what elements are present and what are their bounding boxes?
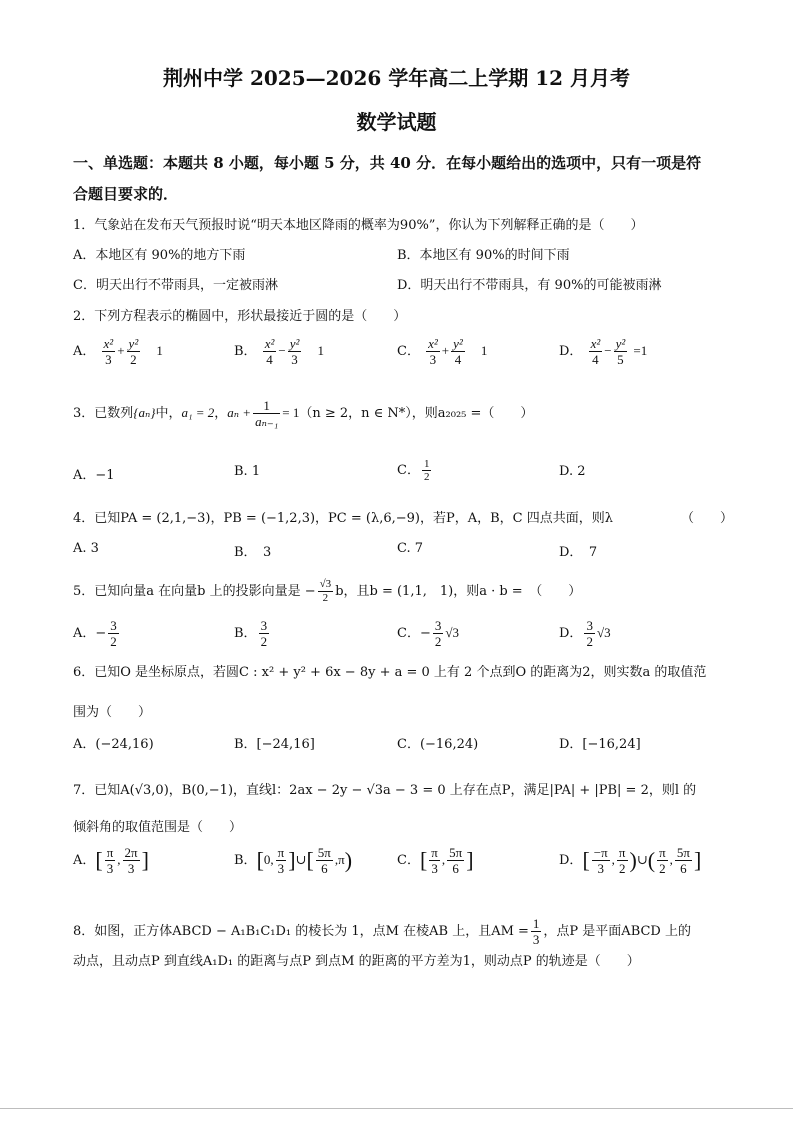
exam-subtitle: 数学试题 xyxy=(356,110,437,134)
q6-stem-line1: 6．已知O 是坐标原点，若圆C : x² + y² + 6x − 8y + a = 0 上有 2 个点到O 的距离为2，则实数a 的取值范 xyxy=(73,665,707,680)
q3-stem: 3．已数列{aₙ}中，a₁ = 2，aₙ + $\frac{1}{\text{aₙ₋₁}}$ = 1（n ≥ 2，n ∈ N*），则a₂₀₂₅ =（ ） xyxy=(73,398,534,429)
q7-stem-line1: 7．已知A(√3,0)，B(0,−1)，直线l：2ax − 2y − √3a − 3 = 0 上存在点P，满足|PA| + |PB| = 2，则l 的 xyxy=(73,783,697,798)
q2-option-c: C． $\frac{\text{x²}}{3}$ + $\frac{\text{y²}}{4}$ 1 xyxy=(397,336,488,367)
q4-option-c: C. 7 xyxy=(397,541,424,556)
q6-option-c: C．(−16,24) xyxy=(397,737,479,752)
section-header-line2: 合题目要求的． xyxy=(73,185,179,203)
q7-option-a: A．[ $\frac{\pi}{3}$ , $\frac{2\pi}{3}$ ] xyxy=(73,845,149,876)
q1-option-b: B．本地区有 90%的时间下雨 xyxy=(397,248,570,263)
q2-option-d: D． $\frac{\text{x²}}{4}$ − $\frac{\text{y²}}{5}$ =1 xyxy=(559,336,648,367)
q3-option-d: D. 2 xyxy=(559,464,586,479)
q5-option-a: A．− $\frac{3}{2}$ xyxy=(73,618,117,649)
q8-stem-line2: 动点，且动点P 到直线A₁D₁ 的距离与点P 到点M 的距离的平方差为1，则动点P 的轨迹是（ ） xyxy=(73,954,640,969)
q1-option-a: A．本地区有 90%的地方下雨 xyxy=(73,248,246,263)
q1-option-d: D．明天出行不带雨具，有 90%的可能被雨淋 xyxy=(397,278,662,293)
q3-option-a: A．−1 xyxy=(73,468,115,483)
q6-option-d: D．[−16,24] xyxy=(559,737,641,752)
q7-stem-line2: 倾斜角的取值范围是（ ） xyxy=(73,820,243,835)
q2-option-b: B． $\frac{\text{x²}}{4}$ − $\frac{\text{y²}}{3}$ 1 xyxy=(234,336,325,367)
page-bottom-rule xyxy=(0,1108,793,1109)
q5-stem: 5．已知向量a 在向量b 上的投影向量是 − $\frac{√3}{2}$ b，且b = (1,1, 1)，则a · b = （ ） xyxy=(73,578,582,604)
q6-option-b: B．[−24,16] xyxy=(234,737,315,752)
q5-option-b: B． $\frac{3}{2}$ xyxy=(234,618,268,649)
q3-option-c: C． $\frac{1}{2}$ xyxy=(397,458,430,483)
q6-stem-line2: 围为（ ） xyxy=(73,705,152,720)
q1-option-c: C．明天出行不带雨具，一定被雨淋 xyxy=(73,278,278,293)
q7-option-c: C．[ $\frac{\pi}{3}$ , $\frac{5\pi}{6}$ ] xyxy=(397,845,474,876)
q4-option-d: D． 7 xyxy=(559,545,598,560)
exam-title: 荆州中学 2025—2026 学年高二上学期 12 月月考 xyxy=(162,66,630,90)
q3-option-b: B. 1 xyxy=(234,464,261,479)
q4-stem: 4．已知PA = (2,1,−3)，PB = (−1,2,3)，PC = (λ,6,−9)，若P，A，B，C 四点共面，则λ xyxy=(73,511,613,526)
q8-stem-line1: 8．如图，正方体ABCD − A₁B₁C₁D₁ 的棱长为 1，点M 在棱AB 上，且AM = $\frac{1}{3}$ ，点P 是平面ABCD 上的 xyxy=(73,916,691,947)
q2-option-a: A． $\frac{\text{x²}}{3}$ + $\frac{\text{y²}}{2}$ 1 xyxy=(73,336,163,367)
q4-option-b: B． 3 xyxy=(234,545,272,560)
q4-option-a: A. 3 xyxy=(73,541,99,556)
q2-stem: 2．下列方程表示的椭圆中，形状最接近于圆的是（ ） xyxy=(73,309,407,324)
section-header-line1: 一、单选题：本题共 8 小题，每小题 5 分，共 40 分．在每小题给出的选项中，只有一项是符 xyxy=(73,154,702,172)
q1-stem: 1．气象站在发布天气预报时说“明天本地区降雨的概率为90%”，你认为下列解释正确的是（ ） xyxy=(73,218,644,233)
q7-option-d: D．[ $\frac{-\pi}{3}$ , $\frac{\pi}{2}$ )∪( $\frac{\pi}{2}$ , $\frac{5\pi}{6}$ ] xyxy=(559,845,702,876)
q6-option-a: A．(−24,16) xyxy=(73,737,154,752)
q7-option-b: B．[0, $\frac{\pi}{3}$ ]∪[ $\frac{5\pi}{6}$ ,π) xyxy=(234,845,353,876)
q5-option-c: C．− $\frac{3}{2}$ √3 xyxy=(397,618,459,649)
q4-paren: （ ） xyxy=(681,511,734,526)
q5-option-d: D． $\frac{3}{2}$ √3 xyxy=(559,618,611,649)
